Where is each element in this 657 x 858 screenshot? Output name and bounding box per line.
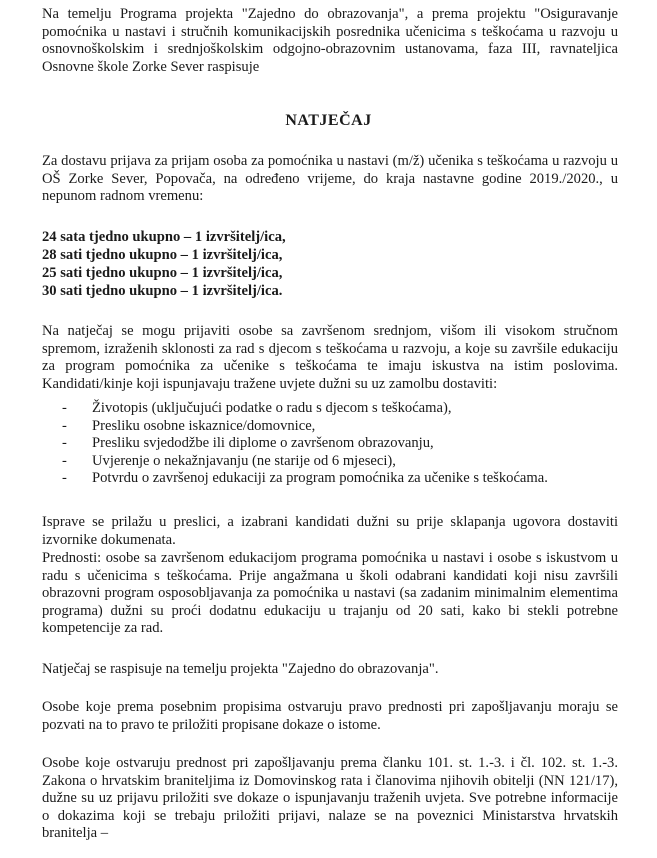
position-line: 28 sati tjedno ukupno – 1 izvršitelj/ica,: [42, 247, 283, 263]
copies-note-paragraph: Isprave se prilažu u preslici, a izabrani kandidati dužni su prije sklapanja ugovora dostaviti izvornike dokumenata.: [42, 514, 618, 548]
purpose-paragraph: Za dostavu prijava za prijam osoba za pomoćnika u nastavi (m/ž) učenika s teškoćama u razvoju u OŠ Zorke Sever, Popovača, na određeno vrijeme, do kraja nastavne godine 2019./2020., u nepunom radnom vremenu:: [42, 153, 618, 205]
required-documents-list: [62, 400, 548, 488]
list-item: - Presliku osobne iskaznice/domovnice,: [62, 417, 316, 434]
list-dash: -: [62, 452, 67, 469]
position-line: 25 sati tjedno ukupno – 1 izvršitelj/ica,: [42, 265, 283, 281]
list-item: - Presliku svjedodžbe ili diplome o završenom obrazovanju,: [62, 435, 434, 452]
eligibility-paragraph: Na natječaj se mogu prijaviti osobe sa završenom srednjom, višom ili visokom stručnom spremom, izraženih sklonosti za rad s djecom s teškoćama u razvoju, a koje su završile edukaciju za program pomoćnika za učenike s teškoćama te imaju iskustva na istim poslovima. Kandidati/kinje koji ispunjavaju tražene uvjete dužni su uz zamolbu dostaviti:: [42, 323, 618, 392]
list-item: - Potvrdu o završenoj edukaciji za program pomoćnika za učenike s teškoćama.: [62, 470, 548, 487]
priority-general-paragraph: Osobe koje prema posebnim propisima ostvaruju pravo prednosti pri zapošljavanju moraju se pozvati na to pravo te priložiti propisane dokaze o istome.: [42, 699, 618, 733]
document-title: NATJEČAJ: [285, 112, 372, 129]
list-item: - Uvjerenje o nekažnjavanju (ne starije od 6 mjeseci),: [62, 452, 396, 469]
position-line: 30 sati tjedno ukupno – 1 izvršitelj/ica.: [42, 283, 283, 299]
intro-paragraph: Na temelju Programa projekta "Zajedno do obrazovanja", a prema projektu "Osiguravanje pomoćnika u nastavi i stručnih komunikacijskih posrednika učenicima s teškoćama u razvoju u osnovnoškolskim i srednjoškolskim odgojno-obrazovnim ustanovama, faza III, ravnateljica Osnovne škole Zorke Sever raspisuje: [42, 6, 618, 75]
priority-veterans-paragraph: Osobe koje ostvaruju prednost pri zapošljavanju prema članku 101. st. 1.-3. i čl. 102. st. 1.-3. Zakona o hrvatskim braniteljima iz Domovinskog rata i članovima njihovih obitelji (NN 121/17), dužne su uz prijavu priložiti sve dokaze o ispunjavanju traženih uvjeta. Sve potrebne informacije o dokazima koji se trebaju priložiti prijavi, nalaze se na poveznici Ministarstva hrvatskih branitelja –: [42, 755, 618, 842]
advantages-paragraph: Prednosti: osobe sa završenom edukacijom programa pomoćnika u nastavi i osobe s iskustvom u radu s učenicima s teškoćama. Prije angažmana u školi odabrani kandidati koji nisu završili obrazovni program osposobljavanja za pomoćnika u nastavi (sa zadanim minimalnim elementima programa) dužni su proći dodatnu edukaciju u trajanju od 20 sati, kako bi stekli potrebne kompetencije za rad.: [42, 550, 618, 637]
list-item: - Životopis (uključujući podatke o radu s djecom s teškoćama),: [62, 400, 452, 416]
list-dash: -: [62, 417, 67, 434]
project-basis-paragraph: Natječaj se raspisuje na temelju projekta "Zajedno do obrazovanja".: [42, 661, 439, 677]
list-dash: -: [62, 435, 67, 452]
list-dash: -: [62, 470, 67, 487]
position-line: 24 sata tjedno ukupno – 1 izvršitelj/ica,: [42, 229, 286, 245]
list-dash: -: [62, 400, 67, 416]
